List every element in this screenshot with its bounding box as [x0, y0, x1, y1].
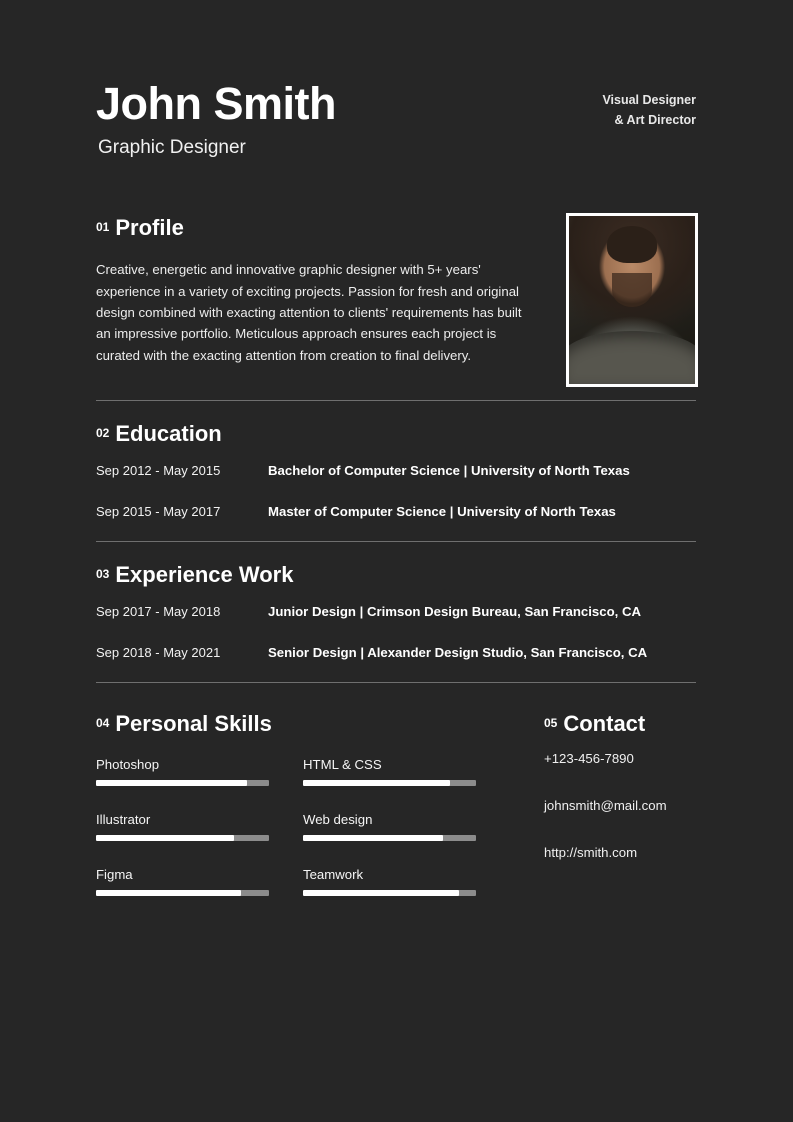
skills-section-title: Personal Skills [115, 711, 272, 737]
skill-bar-fill [96, 890, 241, 896]
job-role: Graphic Designer [98, 137, 246, 159]
experience-entries [96, 604, 696, 660]
section-education [96, 423, 696, 519]
section-experience [96, 564, 696, 660]
skills-column-left [96, 757, 269, 896]
entry-date: Sep 2012 - May 2015 [96, 463, 221, 479]
resume-content [96, 0, 696, 896]
contact-website[interactable]: http://smith.com [544, 845, 638, 861]
list-item [96, 463, 696, 478]
skill-label: Illustrator [96, 812, 151, 828]
list-item [303, 757, 476, 786]
education-section-number: 02 [96, 426, 110, 441]
skill-bar [303, 780, 476, 786]
list-item [96, 757, 269, 786]
skill-bar-fill [96, 835, 234, 841]
skill-bar [96, 780, 269, 786]
skill-bar [303, 890, 476, 896]
skills-column-right [303, 757, 476, 896]
divider-1 [96, 400, 696, 401]
list-item [96, 504, 696, 519]
portrait-beard [612, 273, 652, 307]
list-item [96, 604, 696, 619]
experience-section-number: 03 [96, 567, 110, 582]
skill-label: Web design [303, 812, 373, 828]
skill-bar [96, 835, 269, 841]
profile-section-title: Profile [115, 215, 184, 241]
education-entries [96, 463, 696, 519]
portrait-shoulders [566, 331, 698, 385]
page-title: John Smith [96, 78, 336, 129]
skills-heading [96, 713, 544, 735]
list-item [96, 645, 696, 660]
experience-section-title: Experience Work [115, 562, 294, 588]
divider-3 [96, 682, 696, 683]
contact-email[interactable]: johnsmith@mail.com [544, 798, 667, 814]
entry-description: Junior Design | Crimson Design Bureau, San Francisco, CA [268, 604, 642, 620]
education-section-title: Education [115, 421, 222, 447]
section-skills [96, 713, 544, 735]
skill-bar [96, 890, 269, 896]
section-profile [96, 217, 696, 366]
tagline-line-2: & Art Director [614, 113, 696, 127]
header [96, 0, 696, 159]
skills-grid [96, 757, 544, 896]
education-heading [96, 423, 696, 445]
entry-description: Master of Computer Science | University of North Texas [268, 504, 616, 520]
entry-description: Senior Design | Alexander Design Studio, San Francisco, CA [268, 645, 648, 661]
skill-label: Figma [96, 867, 133, 883]
entry-date: Sep 2015 - May 2017 [96, 504, 221, 520]
contact-list [544, 751, 696, 860]
list-item [303, 812, 476, 841]
entry-description: Bachelor of Computer Science | University of North Texas [268, 463, 630, 479]
contact-section-title: Contact [563, 711, 646, 737]
skill-bar [303, 835, 476, 841]
skill-label: Photoshop [96, 757, 160, 773]
entry-date: Sep 2017 - May 2018 [96, 604, 221, 620]
profile-section-number: 01 [96, 220, 110, 235]
section-bottom [96, 713, 696, 896]
entry-date: Sep 2018 - May 2021 [96, 645, 221, 661]
list-item [303, 867, 476, 896]
list-item [96, 812, 269, 841]
profile-text: Creative, energetic and innovative graphic designer with 5+ years' experience in a variety of exciting projects. Passion for fresh and original design combined with exacting attention to clients' requirements has built an impressive portfolio. Meticulous approach ensures each project is curated with the exacting attention from creation to final delivery. [96, 262, 522, 363]
contact-section-number: 05 [544, 716, 558, 731]
header-tagline [602, 90, 696, 130]
skills-section-number: 04 [96, 716, 110, 731]
list-item [96, 867, 269, 896]
skill-bar-fill [303, 890, 459, 896]
contact-phone[interactable]: +123-456-7890 [544, 751, 634, 767]
divider-2 [96, 541, 696, 542]
skill-label: HTML & CSS [303, 757, 382, 773]
portrait-hair [607, 226, 657, 263]
skill-label: Teamwork [303, 867, 364, 883]
experience-heading [96, 564, 696, 586]
tagline-line-1: Visual Designer [602, 93, 696, 107]
section-contact [516, 713, 696, 860]
skill-bar-fill [96, 780, 247, 786]
avatar [566, 213, 698, 387]
skill-bar-fill [303, 780, 450, 786]
portrait-image [569, 216, 695, 384]
skill-bar-fill [303, 835, 443, 841]
